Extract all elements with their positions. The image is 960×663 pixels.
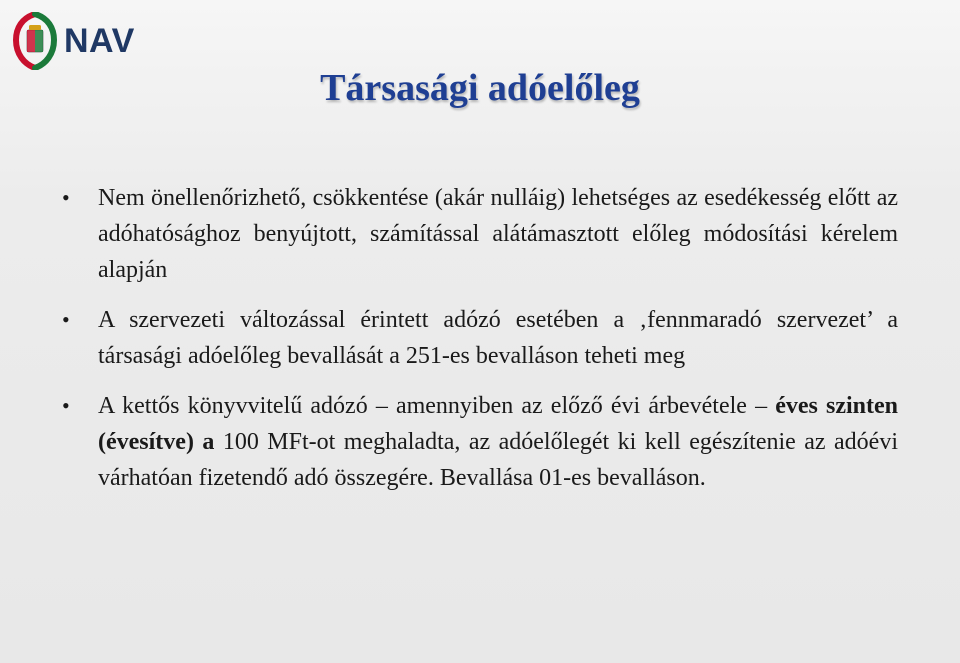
list-item bbox=[62, 388, 898, 496]
nav-logo bbox=[12, 10, 135, 72]
logo-text: NAV bbox=[64, 21, 135, 60]
list-item bbox=[62, 302, 898, 374]
bullet-icon: • bbox=[62, 185, 70, 210]
bullet-text bbox=[98, 393, 898, 491]
slide-title: Társasági adóelőleg bbox=[320, 67, 640, 109]
bullet-text-part2: 100 MFt-ot meghaladta, az adóelőlegét ki kell egészítenie az adóévi várhatóan fizetendő adó összegére. Bevallása 01-es bevalláson. bbox=[98, 429, 898, 491]
bullet-text: Nem önellenőrizhető, csökkentése (akár nulláig) lehetséges az esedékesség előtt az adóhatósághoz benyújtott, számítással alátámasztott előleg módosítási kérelem alapján bbox=[98, 185, 898, 283]
bullet-text-part1: A kettős könyvvitelű adózó – amennyiben az előző évi árbevétele – bbox=[98, 393, 776, 419]
bullet-icon: • bbox=[62, 393, 70, 418]
bullet-icon: • bbox=[62, 307, 70, 332]
nav-crest-icon bbox=[12, 12, 58, 70]
bullet-list bbox=[62, 180, 898, 510]
bullet-text: A szervezeti változással érintett adózó esetében a ‚fennmaradó szervezet’ a társasági adóelőleg bevallását a 251-es bevalláson teheti meg bbox=[98, 307, 898, 369]
list-item bbox=[62, 180, 898, 288]
bullet-text-bold: éves szinten (évesítve) a bbox=[98, 393, 898, 455]
